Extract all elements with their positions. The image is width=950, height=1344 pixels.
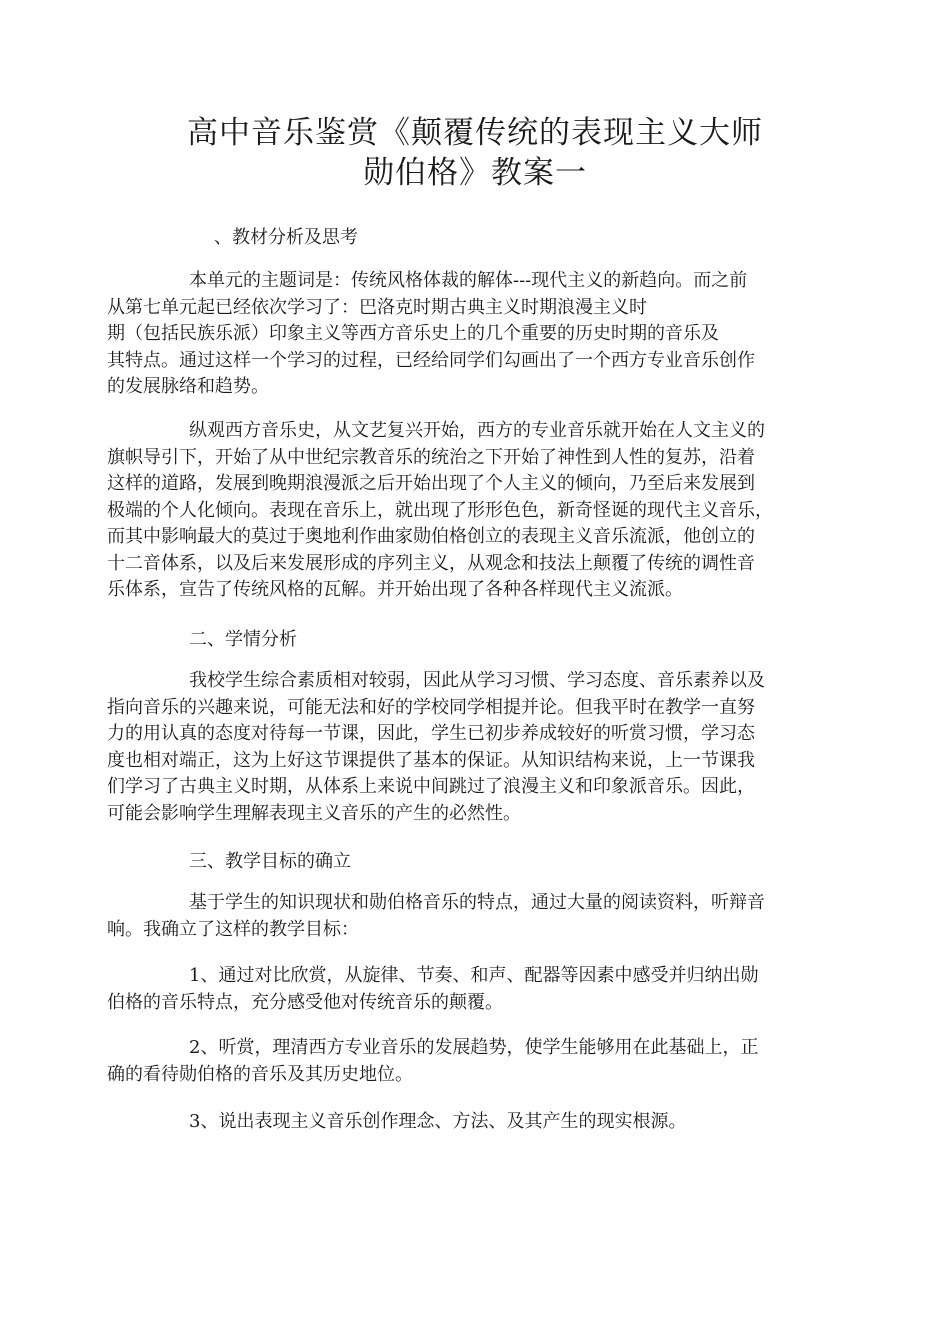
goal-item-1 — [107, 963, 843, 1016]
paragraph-line: 2、听赏，理清西方专业音乐的发展趋势，使学生能够用在此基础上，正 — [189, 1037, 759, 1058]
paragraph-goals-intro — [107, 890, 843, 943]
paragraph-line: 力的用认真的态度对待每一节课，因此，学生已初步养成较好的听赏习惯，学习态 — [107, 723, 755, 744]
paragraph-line: 期（包括民族乐派）印象主义等西方音乐史上的几个重要的历史时期的音乐及 — [107, 323, 719, 344]
paragraph-line: 的发展脉络和趋势。 — [107, 376, 269, 397]
paragraph-line: 本单元的主题词是：传统风格体裁的解体---现代主义的新趋向。而之前 — [189, 270, 748, 291]
paragraph-line: 而其中影响最大的莫过于奥地利作曲家勋伯格创立的表现主义音乐流派，他创立的 — [107, 526, 755, 547]
goal-item-3 — [107, 1109, 843, 1136]
section-heading-student-analysis: 二、学情分析 — [189, 629, 297, 650]
paragraph-line: 确的看待勋伯格的音乐及其历史地位。 — [107, 1063, 413, 1085]
paragraph-line: 伯格的音乐特点，充分感受他对传统音乐的颠覆。 — [107, 991, 503, 1013]
paragraph-line: 乐体系，宣告了传统风格的瓦解。并开始出现了各种各样现代主义流派。 — [107, 579, 683, 600]
paragraph-line: 极端的个人化倾向。表现在音乐上，就出现了形形色色，新奇怪诞的现代主义音乐， — [107, 499, 773, 521]
paragraph-line: 这样的道路，发展到晚期浪漫派之后开始出现了个人主义的倾向，乃至后来发展到 — [107, 473, 755, 494]
document-title-line-1: 高中音乐鉴赏《颠覆传统的表现主义大师 — [187, 115, 763, 151]
section-heading-textbook-analysis: 、教材分析及思考 — [214, 227, 358, 248]
paragraph-line: 从第七单元起已经依次学习了：巴洛克时期古典主义时期浪漫主义时 — [107, 296, 647, 318]
paragraph-line: 基于学生的知识现状和勋伯格音乐的特点，通过大量的阅读资料，听辩音 — [189, 892, 765, 913]
paragraph-line: 指向音乐的兴趣来说，可能无法和好的学校同学相提并论。但我平时在教学一直努 — [107, 696, 755, 718]
goal-item-2 — [107, 1035, 843, 1088]
document-title-line-2: 勋伯格》教案一 — [363, 155, 587, 191]
paragraph-line: 十二音体系，以及后来发展形成的序列主义，从观念和技法上颠覆了传统的调性音 — [107, 552, 755, 574]
paragraph-music-history — [107, 418, 843, 604]
paragraph-line: 可能会影响学生理解表现主义音乐的产生的必然性。 — [107, 802, 521, 824]
paragraph-line: 其特点。通过这样一个学习的过程，已经给同学们勾画出了一个西方专业音乐创作 — [107, 349, 755, 371]
section-heading-teaching-goals: 三、教学目标的确立 — [189, 851, 351, 872]
paragraph-line: 1、通过对比欣赏，从旋律、节奏、和声、配器等因素中感受并归纳出勋 — [189, 965, 759, 986]
paragraph-line: 们学习了古典主义时期，从体系上来说中间跳过了浪漫主义和印象派音乐。因此， — [107, 776, 755, 797]
paragraph-line: 度也相对端正，这为上好这节课提供了基本的保证。从知识结构来说，上一节课我 — [107, 749, 755, 771]
paragraph-unit-theme — [107, 268, 843, 401]
paragraph-line: 纵观西方音乐史，从文艺复兴开始，西方的专业音乐就开始在人文主义的 — [189, 420, 765, 441]
paragraph-line: 3、说出表现主义音乐创作理念、方法、及其产生的现实根源。 — [189, 1111, 687, 1132]
paragraph-student-analysis — [107, 668, 843, 827]
paragraph-line: 响。我确立了这样的教学目标： — [107, 918, 359, 940]
paragraph-line: 我校学生综合素质相对较弱，因此从学习习惯、学习态度、音乐素养以及 — [189, 670, 765, 691]
paragraph-line: 旗帜导引下，开始了从中世纪宗教音乐的统治之下开始了神性到人性的复苏，沿着 — [107, 446, 755, 468]
